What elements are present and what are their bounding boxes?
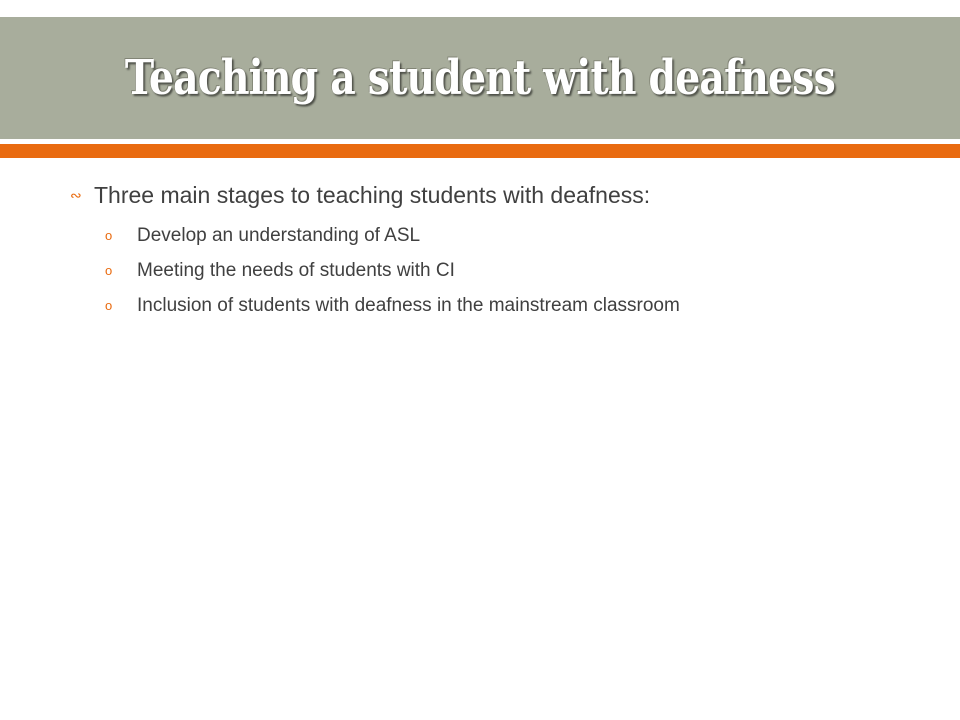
- sub-bullet: [105, 223, 930, 249]
- circle-bullet-icon: o: [105, 228, 113, 243]
- sub-bullet: [105, 293, 930, 319]
- accent-divider: [0, 144, 960, 158]
- slide-title: Teaching a student with deafness: [125, 50, 835, 106]
- sub-bullet-list: [70, 223, 930, 319]
- main-bullet: [70, 178, 930, 215]
- main-bullet-text: Three main stages to teaching students with deafness:: [94, 182, 651, 208]
- swirl-bullet-icon: ∾: [70, 187, 82, 203]
- circle-bullet-icon: o: [105, 263, 113, 278]
- sub-bullet-text: Meeting the needs of students with CI: [137, 260, 455, 281]
- sub-bullet-text: Inclusion of students with deafness in the mainstream classroom: [137, 295, 680, 316]
- sub-bullet-text: Develop an understanding of ASL: [137, 225, 421, 246]
- slide-content: [70, 178, 930, 328]
- sub-bullet: [105, 258, 930, 284]
- title-bar: [0, 17, 960, 139]
- circle-bullet-icon: o: [105, 298, 113, 313]
